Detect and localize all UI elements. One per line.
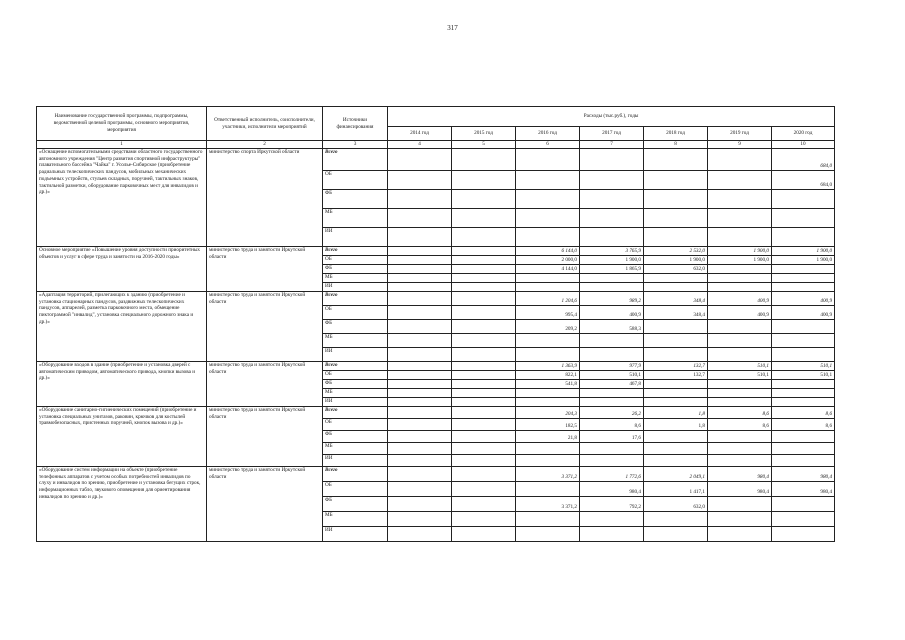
amount-cell: 510,1 [772, 361, 835, 370]
amount-cell [580, 526, 644, 541]
amount-cell: 632,0 [644, 496, 708, 511]
amount-cell [452, 347, 516, 361]
amount-cell: 467,8 [580, 379, 644, 388]
amount-cell [452, 264, 516, 273]
activity-name: «Оборудование входов в здание (приобретение и установка дверей с автоматическим приводом, автоматического привода, кнопки вызова и др.)» [37, 361, 207, 406]
amount-cell [516, 388, 580, 397]
table-row [37, 406, 835, 418]
amount-cell [644, 511, 708, 526]
funding-source: ФБ [323, 496, 388, 511]
amount-cell [452, 227, 516, 246]
amount-cell [388, 170, 452, 189]
amount-cell [644, 430, 708, 442]
amount-cell [452, 361, 516, 370]
amount-cell [388, 466, 452, 481]
amount-cell: 26,2 [580, 406, 644, 418]
amount-cell: 348,4 [644, 291, 708, 305]
amount-cell: 132,7 [644, 361, 708, 370]
amount-cell: 348,4 [644, 305, 708, 319]
funding-source: МБ [323, 333, 388, 347]
amount-cell [772, 496, 835, 511]
amount-cell [388, 406, 452, 418]
amount-cell: 400,9 [772, 291, 835, 305]
amount-cell [388, 208, 452, 227]
funding-source: ИИ [323, 347, 388, 361]
activity-name: «Адаптация территорий, прилегающих к зданию (приобретение и установка стационарных пандусов, раздвижных телескопических пандусов, аппарелей, разметка парковочного места, обмещение пиктограммой "инвалид", установка специального дорожного знака и др.)» [37, 291, 207, 361]
amount-cell [452, 388, 516, 397]
amount-cell [516, 397, 580, 406]
amount-cell: 3 371,2 [516, 496, 580, 511]
amount-cell [452, 170, 516, 189]
amount-cell: 400,9 [708, 305, 772, 319]
amount-cell [516, 526, 580, 541]
amount-cell [452, 148, 516, 170]
amount-cell [452, 333, 516, 347]
amount-cell: 2 049,1 [644, 466, 708, 481]
funding-source: Всего [323, 148, 388, 170]
header-year: 2019 год [708, 127, 772, 141]
amount-cell [516, 227, 580, 246]
amount-cell [388, 370, 452, 379]
amount-cell [388, 418, 452, 430]
amount-cell [772, 379, 835, 388]
amount-cell [388, 511, 452, 526]
amount-cell [772, 319, 835, 333]
amount-cell [452, 246, 516, 255]
amount-cell [580, 347, 644, 361]
amount-cell [644, 273, 708, 282]
amount-cell [388, 246, 452, 255]
amount-cell: 1 865,9 [580, 264, 644, 273]
activity-executor: министерство труда и занятости Иркутской области [207, 291, 323, 361]
amount-cell [388, 189, 452, 208]
amount-cell [580, 282, 644, 291]
funding-source: МБ [323, 442, 388, 454]
amount-cell [388, 454, 452, 466]
amount-cell [452, 418, 516, 430]
amount-cell [708, 397, 772, 406]
amount-cell [452, 406, 516, 418]
amount-cell: 3 765,9 [580, 246, 644, 255]
amount-cell: 1 900,0 [708, 255, 772, 264]
amount-cell [452, 511, 516, 526]
amount-cell [644, 189, 708, 208]
funding-source: ОБ [323, 255, 388, 264]
column-index: 1 [37, 141, 207, 149]
funding-source: МБ [323, 511, 388, 526]
amount-cell [580, 511, 644, 526]
amount-cell [644, 397, 708, 406]
amount-cell: 1 772,6 [580, 466, 644, 481]
amount-cell: 2 000,0 [516, 255, 580, 264]
header-year: 2014 год [388, 127, 452, 141]
amount-cell: 8,6 [708, 406, 772, 418]
column-index: 6 [516, 141, 580, 149]
amount-cell [452, 273, 516, 282]
amount-cell [516, 282, 580, 291]
header-name: Наименование государственной программы, подпрограммы, ведомственной целевой программы, основного мероприятия, мероприятия [37, 107, 207, 141]
funding-source: ОБ [323, 418, 388, 430]
amount-cell [708, 273, 772, 282]
amount-cell: 6 144,0 [516, 246, 580, 255]
amount-cell [580, 454, 644, 466]
amount-cell: 400,9 [772, 305, 835, 319]
amount-cell [708, 442, 772, 454]
amount-cell [708, 282, 772, 291]
amount-cell [772, 442, 835, 454]
amount-cell [708, 319, 772, 333]
amount-cell [580, 397, 644, 406]
amount-cell [388, 319, 452, 333]
amount-cell [516, 333, 580, 347]
amount-cell [452, 496, 516, 511]
amount-cell [388, 333, 452, 347]
amount-cell [580, 333, 644, 347]
amount-cell [580, 388, 644, 397]
funding-source: ОБ [323, 481, 388, 496]
table-row [37, 246, 835, 255]
amount-cell [644, 282, 708, 291]
amount-cell: 8,6 [580, 418, 644, 430]
amount-cell [516, 148, 580, 170]
amount-cell: 980,4 [708, 466, 772, 481]
amount-cell: 684,0 [772, 170, 835, 189]
amount-cell [388, 361, 452, 370]
amount-cell [452, 526, 516, 541]
funding-source: ИИ [323, 526, 388, 541]
amount-cell [516, 511, 580, 526]
amount-cell [644, 526, 708, 541]
amount-cell [708, 496, 772, 511]
amount-cell [772, 333, 835, 347]
amount-cell [388, 305, 452, 319]
amount-cell: 2 532,0 [644, 246, 708, 255]
amount-cell [388, 255, 452, 264]
amount-cell [644, 347, 708, 361]
amount-cell: 1 900,0 [580, 255, 644, 264]
amount-cell [516, 481, 580, 496]
amount-cell [388, 282, 452, 291]
funding-source: МБ [323, 388, 388, 397]
amount-cell [452, 291, 516, 305]
amount-cell: 510,1 [708, 370, 772, 379]
amount-cell [388, 379, 452, 388]
amount-cell [708, 511, 772, 526]
amount-cell [644, 227, 708, 246]
amount-cell [452, 255, 516, 264]
header-year: 2020 год [772, 127, 835, 141]
funding-source: ОБ [323, 370, 388, 379]
amount-cell [388, 148, 452, 170]
amount-cell [644, 170, 708, 189]
amount-cell [388, 481, 452, 496]
amount-cell: 1,8 [644, 406, 708, 418]
amount-cell [516, 454, 580, 466]
amount-cell [644, 148, 708, 170]
amount-cell: 1 417,1 [644, 481, 708, 496]
amount-cell: 400,9 [708, 291, 772, 305]
amount-cell: 980,4 [580, 481, 644, 496]
amount-cell [708, 388, 772, 397]
funding-source: Всего [323, 406, 388, 418]
amount-cell: 995,4 [516, 305, 580, 319]
funding-source: ФБ [323, 379, 388, 388]
amount-cell [772, 282, 835, 291]
amount-cell: 1 204,6 [516, 291, 580, 305]
amount-cell [388, 526, 452, 541]
amount-cell [708, 170, 772, 189]
funding-source: ИИ [323, 397, 388, 406]
amount-cell: 1 900,0 [708, 246, 772, 255]
funding-source: Всего [323, 246, 388, 255]
amount-cell [708, 347, 772, 361]
amount-cell [516, 347, 580, 361]
page-number: 317 [447, 24, 458, 32]
amount-cell [772, 430, 835, 442]
header-year: 2015 год [452, 127, 516, 141]
amount-cell: 541,8 [516, 379, 580, 388]
amount-cell [772, 208, 835, 227]
column-index: 4 [388, 141, 452, 149]
amount-cell [708, 189, 772, 208]
amount-cell [452, 442, 516, 454]
amount-cell [388, 264, 452, 273]
funding-source: ФБ [323, 264, 388, 273]
amount-cell: 792,2 [580, 496, 644, 511]
amount-cell: 17,6 [580, 430, 644, 442]
header-year: 2017 год [580, 127, 644, 141]
amount-cell: 1,8 [644, 418, 708, 430]
amount-cell [644, 379, 708, 388]
amount-cell: 510,1 [772, 370, 835, 379]
amount-cell [580, 442, 644, 454]
amount-cell [708, 526, 772, 541]
amount-cell: 204,3 [516, 406, 580, 418]
funding-source: ОБ [323, 305, 388, 319]
amount-cell: 822,1 [516, 370, 580, 379]
amount-cell: 8,6 [708, 418, 772, 430]
amount-cell [452, 481, 516, 496]
activity-name: «Оборудование систем информации на объекте (приобретение телефонных аппаратов с учетом особых потребностей инвалидов по слуху и инвалидов по зрению, приобретение и установка бегущих строк, информационных табло, звукового оповещения для ориентирования инвалидов по зрению и др.)» [37, 466, 207, 541]
funding-source: ФБ [323, 189, 388, 208]
funding-source: ИИ [323, 454, 388, 466]
amount-cell [452, 370, 516, 379]
table-row [37, 466, 835, 481]
column-index: 10 [772, 141, 835, 149]
header-expenses: Расходы (тыс.руб.), годы [388, 107, 835, 127]
amount-cell [580, 170, 644, 189]
amount-cell: 632,0 [644, 264, 708, 273]
amount-cell [708, 430, 772, 442]
funding-source: ИИ [323, 282, 388, 291]
amount-cell [388, 388, 452, 397]
amount-cell: 980,4 [708, 481, 772, 496]
amount-cell [452, 466, 516, 481]
amount-cell: 8,6 [772, 406, 835, 418]
activity-name: Основное мероприятие «Повышение уровня доступности приоритетных объектов и услуг в сфере труда и занятости на 2016-2020 годы» [37, 246, 207, 291]
financing-table [36, 106, 835, 542]
amount-cell [772, 454, 835, 466]
amount-cell [388, 442, 452, 454]
column-index: 8 [644, 141, 708, 149]
activity-executor: министерство труда и занятости Иркутской области [207, 246, 323, 291]
amount-cell: 4 144,0 [516, 264, 580, 273]
funding-source: ОБ [323, 170, 388, 189]
amount-cell [388, 347, 452, 361]
amount-cell: 510,1 [708, 361, 772, 370]
amount-cell [772, 526, 835, 541]
amount-cell [452, 397, 516, 406]
amount-cell [452, 208, 516, 227]
amount-cell: 684,0 [772, 148, 835, 170]
column-index: 7 [580, 141, 644, 149]
header-executor: Ответственный исполнитель, соисполнители, участники, исполнители мероприятий [207, 107, 323, 141]
header-year: 2016 год [516, 127, 580, 141]
amount-cell [388, 273, 452, 282]
amount-cell [388, 496, 452, 511]
amount-cell [708, 454, 772, 466]
amount-cell [644, 388, 708, 397]
amount-cell [452, 319, 516, 333]
amount-cell: 3 371,2 [516, 466, 580, 481]
amount-cell [644, 442, 708, 454]
table-row [37, 148, 835, 170]
amount-cell: 1 900,0 [772, 255, 835, 264]
amount-cell: 8,6 [772, 418, 835, 430]
funding-source: ФБ [323, 319, 388, 333]
amount-cell [516, 442, 580, 454]
amount-cell [772, 189, 835, 208]
amount-cell [388, 430, 452, 442]
amount-cell [772, 511, 835, 526]
amount-cell [580, 189, 644, 208]
amount-cell [708, 227, 772, 246]
amount-cell: 21,8 [516, 430, 580, 442]
amount-cell [772, 273, 835, 282]
amount-cell [452, 430, 516, 442]
amount-cell: 400,9 [580, 305, 644, 319]
amount-cell: 980,4 [772, 466, 835, 481]
amount-cell [452, 454, 516, 466]
amount-cell [708, 379, 772, 388]
activity-executor: министерство труда и занятости Иркутской области [207, 406, 323, 466]
activity-executor: министерство труда и занятости Иркутской области [207, 361, 323, 406]
amount-cell: 1 363,9 [516, 361, 580, 370]
amount-cell [580, 208, 644, 227]
activity-executor: министерство труда и занятости Иркутской области [207, 466, 323, 541]
amount-cell [772, 264, 835, 273]
amount-cell [708, 208, 772, 227]
amount-cell [580, 148, 644, 170]
amount-cell [708, 333, 772, 347]
amount-cell [516, 273, 580, 282]
table-row [37, 291, 835, 305]
funding-source: ФБ [323, 430, 388, 442]
funding-source: МБ [323, 273, 388, 282]
amount-cell: 1 900,0 [772, 246, 835, 255]
amount-cell [516, 189, 580, 208]
funding-source: МБ [323, 208, 388, 227]
amount-cell [388, 227, 452, 246]
funding-source: Всего [323, 361, 388, 370]
header-year: 2018 год [644, 127, 708, 141]
amount-cell: 209,2 [516, 319, 580, 333]
activity-name: «Оборудование санитарно-гигиенических помещений (приобретение и установка специальных унитазов, раковин, крючков для костылей травмобезопасных, пристенных поручней, кнопок вызова и др.)» [37, 406, 207, 466]
amount-cell [772, 347, 835, 361]
amount-cell [516, 208, 580, 227]
amount-cell [580, 227, 644, 246]
column-index: 2 [207, 141, 323, 149]
column-index: 5 [452, 141, 516, 149]
amount-cell [708, 148, 772, 170]
amount-cell [452, 379, 516, 388]
amount-cell: 1 900,0 [644, 255, 708, 264]
amount-cell [644, 454, 708, 466]
amount-cell [388, 397, 452, 406]
amount-cell [580, 273, 644, 282]
amount-cell [772, 397, 835, 406]
amount-cell: 989,2 [580, 291, 644, 305]
amount-cell [388, 291, 452, 305]
amount-cell [772, 388, 835, 397]
amount-cell [452, 305, 516, 319]
amount-cell: 510,1 [580, 370, 644, 379]
amount-cell [708, 264, 772, 273]
amount-cell [644, 208, 708, 227]
amount-cell [644, 319, 708, 333]
funding-source: ИИ [323, 227, 388, 246]
amount-cell [516, 170, 580, 189]
table-row [37, 361, 835, 370]
amount-cell: 980,4 [772, 481, 835, 496]
activity-name: «Оснащение вспомогательными средствами областного государственного автономного учреждения "Центр развития спортивной инфраструктуры" плавательного бассейна "Чайка" г. Усолье-Сибирское (приобретение радиальных телескопических пандусов, мобильных механических подъемных устройств, стульев складных, поручней, тактильных знаков, тактильной разметки, оборудование парковочных мест для инвалидов и др.)» [37, 148, 207, 246]
column-index: 3 [323, 141, 388, 149]
funding-source: Всего [323, 466, 388, 481]
amount-cell: 132,7 [644, 370, 708, 379]
amount-cell [452, 282, 516, 291]
column-index: 9 [708, 141, 772, 149]
amount-cell [644, 333, 708, 347]
amount-cell: 182,5 [516, 418, 580, 430]
amount-cell [772, 227, 835, 246]
amount-cell [452, 189, 516, 208]
amount-cell: 977,9 [580, 361, 644, 370]
header-source: Источники финансирования [323, 107, 388, 141]
amount-cell: 588,3 [580, 319, 644, 333]
funding-source: Всего [323, 291, 388, 305]
activity-executor: министерство спорта Иркутской области [207, 148, 323, 246]
